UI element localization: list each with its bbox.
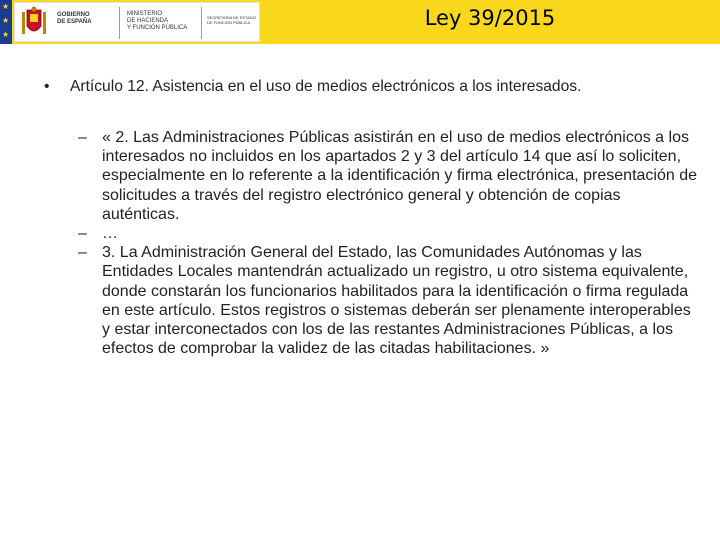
star-icon: ★ <box>2 30 10 39</box>
article-heading: Artículo 12. Asistencia en el uso de medios electrónicos a los interesados. <box>70 78 582 95</box>
item-text: « 2. Las Administraciones Públicas asistirán en el uso de medios electrónicos a los interesados no incluidos en los apartados 2 y 3 del artículo 14 que así lo soliciten, especialmente en lo referente a la identificación y firma electrónica, presentación de solicitudes a través del registro electrónico general y obtención de copias auténticas. <box>102 129 697 223</box>
coat-of-arms-icon <box>21 6 47 38</box>
slide-title: Ley 39/2015 <box>424 6 556 30</box>
list-item <box>78 243 698 358</box>
star-icon: ★ <box>2 16 10 25</box>
eu-flag-strip <box>0 0 12 44</box>
sub-item-list <box>78 128 698 358</box>
star-icon: ★ <box>2 2 10 11</box>
item-text: … <box>102 225 118 243</box>
dash-icon: – <box>78 129 87 146</box>
dash-icon: – <box>78 244 87 262</box>
logo-divider <box>119 7 120 39</box>
list-item <box>78 224 698 243</box>
government-name: GOBIERNO DE ESPAÑA <box>57 12 92 25</box>
secretariat-name: SECRETARÍA DE ESTADO DE FUNCIÓN PÚBLICA <box>207 15 256 25</box>
government-logo <box>14 2 260 42</box>
logo-divider <box>201 7 202 39</box>
ministry-name: MINISTERIO DE HACIENDA Y FUNCIÓN PÚBLICA <box>127 11 188 31</box>
bullet-icon: • <box>44 78 50 95</box>
list-item <box>78 128 698 224</box>
item-text: 3. La Administración General del Estado, las Comunidades Autónomas y las Entidades Locales mantendrán actualizado un registro, u otro sistema equivalente, donde constarán los funcionarios habilitados para la identificación o firma regulada en este artículo. Estos registros o sistemas deberán ser plenamente interoperables y estar interconectados con los de las restantes Administraciones Públicas, a los efectos de comprobar la validez de las citadas habilitaciones. » <box>102 244 691 358</box>
dash-icon: – <box>78 225 87 243</box>
header-bar <box>0 0 720 44</box>
